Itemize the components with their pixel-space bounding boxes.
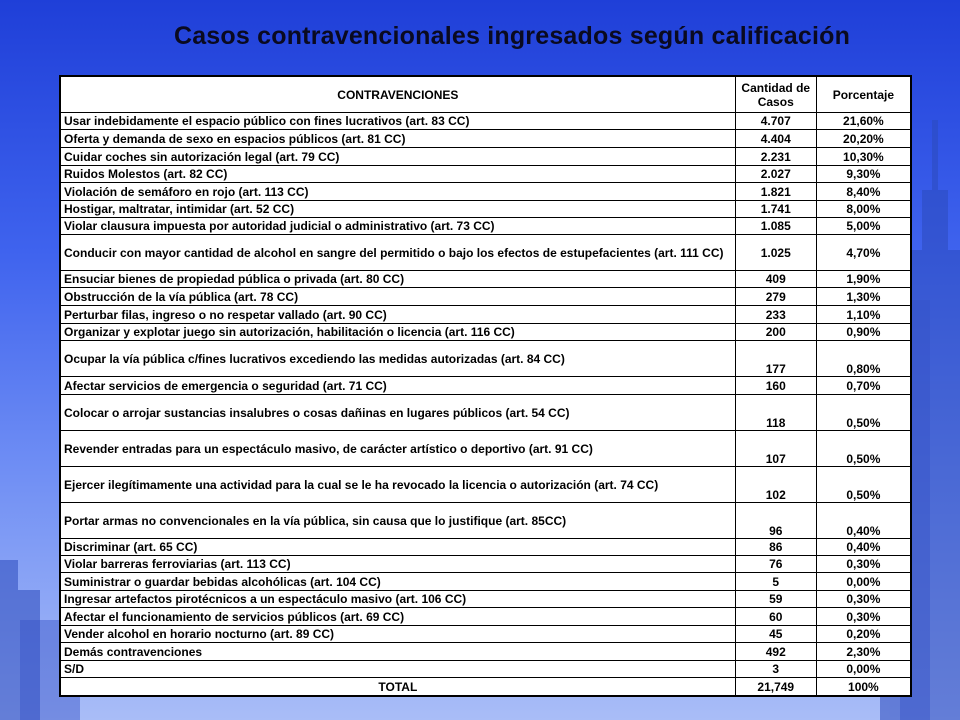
table-row xyxy=(61,626,911,643)
row-pct: 0,80% xyxy=(816,341,910,377)
row-pct: 9,30% xyxy=(816,166,910,183)
contraventions-table-container xyxy=(59,75,912,697)
row-cases: 102 xyxy=(735,467,816,503)
row-pct: 1,90% xyxy=(816,271,910,288)
row-label: Violar clausura impuesta por autoridad judicial o administrativo (art. 73 CC) xyxy=(61,218,736,235)
row-cases: 5 xyxy=(735,573,816,591)
row-label: Ingresar artefactos pirotécnicos a un espectáculo masivo (art. 106 CC) xyxy=(61,591,736,608)
row-cases: 107 xyxy=(735,431,816,467)
row-cases: 59 xyxy=(735,591,816,608)
row-cases: 1.025 xyxy=(735,235,816,271)
row-pct: 8,40% xyxy=(816,183,910,201)
table-row xyxy=(61,306,911,324)
row-pct: 0,30% xyxy=(816,556,910,573)
row-pct: 5,00% xyxy=(816,218,910,235)
row-label: Ruidos Molestos (art. 82 CC) xyxy=(61,166,736,183)
table-row xyxy=(61,503,911,539)
table-row xyxy=(61,166,911,183)
row-pct: 0,30% xyxy=(816,608,910,626)
row-cases: 177 xyxy=(735,341,816,377)
row-pct: 0,40% xyxy=(816,539,910,556)
row-label: Vender alcohol en horario nocturno (art. 89 CC) xyxy=(61,626,736,643)
table-row xyxy=(61,395,911,431)
table-row xyxy=(61,324,911,341)
table-row xyxy=(61,591,911,608)
row-pct: 0,90% xyxy=(816,324,910,341)
row-cases: 45 xyxy=(735,626,816,643)
table-row xyxy=(61,130,911,148)
row-label: Suministrar o guardar bebidas alcohólicas (art. 104 CC) xyxy=(61,573,736,591)
row-cases: 86 xyxy=(735,539,816,556)
table-row xyxy=(61,183,911,201)
row-pct: 1,30% xyxy=(816,288,910,306)
table-row xyxy=(61,377,911,395)
row-label: Ejercer ilegítimamente una actividad para la cual se le ha revocado la licencia o autorización (art. 74 CC) xyxy=(61,467,736,503)
table-row xyxy=(61,201,911,218)
row-pct: 21,60% xyxy=(816,113,910,130)
table-row xyxy=(61,467,911,503)
row-label: Violación de semáforo en rojo (art. 113 CC) xyxy=(61,183,736,201)
row-label: Violar barreras ferroviarias (art. 113 CC) xyxy=(61,556,736,573)
row-pct: 2,30% xyxy=(816,643,910,661)
page-title: Casos contravencionales ingresados según calificación xyxy=(173,22,851,50)
table-row xyxy=(61,431,911,467)
row-pct: 0,50% xyxy=(816,395,910,431)
row-cases: 200 xyxy=(735,324,816,341)
row-label: Afectar el funcionamiento de servicios públicos (art. 69 CC) xyxy=(61,608,736,626)
row-cases: 160 xyxy=(735,377,816,395)
row-cases: 76 xyxy=(735,556,816,573)
row-label: Discriminar (art. 65 CC) xyxy=(61,539,736,556)
total-pct: 100% xyxy=(816,678,910,696)
contraventions-table xyxy=(60,76,911,696)
header-contravenciones: CONTRAVENCIONES xyxy=(61,77,736,113)
row-pct: 0,70% xyxy=(816,377,910,395)
row-pct: 0,20% xyxy=(816,626,910,643)
table-row xyxy=(61,608,911,626)
row-cases: 118 xyxy=(735,395,816,431)
row-pct: 0,50% xyxy=(816,431,910,467)
table-row xyxy=(61,341,911,377)
table-row xyxy=(61,113,911,130)
row-label: Portar armas no convencionales en la vía pública, sin causa que lo justifique (art. 85CC) xyxy=(61,503,736,539)
row-cases: 96 xyxy=(735,503,816,539)
table-row xyxy=(61,573,911,591)
row-cases: 2.231 xyxy=(735,148,816,166)
row-label: Oferta y demanda de sexo en espacios públicos (art. 81 CC) xyxy=(61,130,736,148)
table-row xyxy=(61,556,911,573)
table-row xyxy=(61,218,911,235)
row-pct: 0,00% xyxy=(816,573,910,591)
row-label: Organizar y explotar juego sin autorización, habilitación o licencia (art. 116 CC) xyxy=(61,324,736,341)
row-cases: 1.821 xyxy=(735,183,816,201)
row-pct: 10,30% xyxy=(816,148,910,166)
row-label: Conducir con mayor cantidad de alcohol en sangre del permitido o bajo los efectos de estupefacientes (art. 111 CC) xyxy=(61,235,736,271)
row-pct: 8,00% xyxy=(816,201,910,218)
table-row xyxy=(61,235,911,271)
table-row xyxy=(61,661,911,678)
row-label: Ocupar la vía pública c/fines lucrativos excediendo las medidas autorizadas (art. 84 CC) xyxy=(61,341,736,377)
row-pct: 0,40% xyxy=(816,503,910,539)
row-label: Afectar servicios de emergencia o seguridad (art. 71 CC) xyxy=(61,377,736,395)
row-cases: 4.404 xyxy=(735,130,816,148)
table-row xyxy=(61,288,911,306)
row-pct: 0,00% xyxy=(816,661,910,678)
row-label: Ensuciar bienes de propiedad pública o privada (art. 80 CC) xyxy=(61,271,736,288)
row-cases: 2.027 xyxy=(735,166,816,183)
table-row xyxy=(61,643,911,661)
total-row xyxy=(61,678,911,696)
row-label: Revender entradas para un espectáculo masivo, de carácter artístico o deportivo (art. 91 CC) xyxy=(61,431,736,467)
row-label: Cuidar coches sin autorización legal (art. 79 CC) xyxy=(61,148,736,166)
row-label: S/D xyxy=(61,661,736,678)
row-label: Demás contravenciones xyxy=(61,643,736,661)
header-cantidad: Cantidad de Casos xyxy=(735,77,816,113)
row-cases: 279 xyxy=(735,288,816,306)
row-cases: 3 xyxy=(735,661,816,678)
row-label: Obstrucción de la vía pública (art. 78 CC) xyxy=(61,288,736,306)
row-label: Colocar o arrojar sustancias insalubres o cosas dañinas en lugares públicos (art. 54 CC) xyxy=(61,395,736,431)
row-cases: 1.085 xyxy=(735,218,816,235)
row-cases: 492 xyxy=(735,643,816,661)
row-label: Hostigar, maltratar, intimidar (art. 52 CC) xyxy=(61,201,736,218)
row-pct: 20,20% xyxy=(816,130,910,148)
total-cases: 21,749 xyxy=(735,678,816,696)
row-cases: 4.707 xyxy=(735,113,816,130)
table-row xyxy=(61,271,911,288)
row-pct: 0,30% xyxy=(816,591,910,608)
row-label: Perturbar filas, ingreso o no respetar vallado (art. 90 CC) xyxy=(61,306,736,324)
row-cases: 60 xyxy=(735,608,816,626)
header-porcentaje: Porcentaje xyxy=(816,77,910,113)
table-row xyxy=(61,539,911,556)
total-label: TOTAL xyxy=(61,678,736,696)
row-cases: 1.741 xyxy=(735,201,816,218)
table-row xyxy=(61,148,911,166)
row-pct: 1,10% xyxy=(816,306,910,324)
row-cases: 409 xyxy=(735,271,816,288)
row-pct: 0,50% xyxy=(816,467,910,503)
row-cases: 233 xyxy=(735,306,816,324)
row-pct: 4,70% xyxy=(816,235,910,271)
row-label: Usar indebidamente el espacio público con fines lucrativos (art. 83 CC) xyxy=(61,113,736,130)
